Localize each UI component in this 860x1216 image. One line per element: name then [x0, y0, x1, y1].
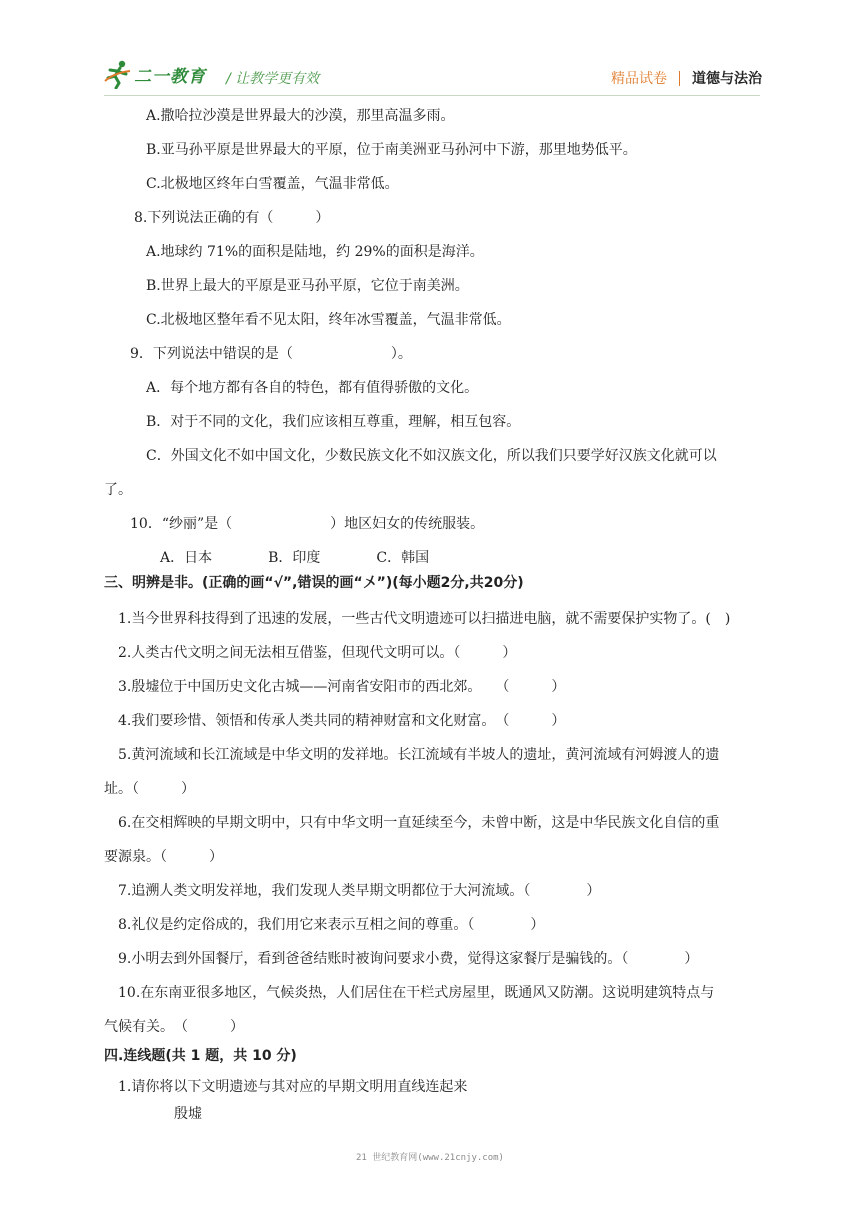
tf-item-10: 10.在东南亚很多地区，气候炎热，人们居住在干栏式房屋里，既通风又防潮。这说明建筑特点与	[118, 985, 715, 1001]
matching-q1: 1.请你将以下文明遗迹与其对应的早期文明用直线连起来	[118, 1079, 468, 1095]
header-category: 精品试卷	[611, 71, 667, 87]
tf-item-6: 6.在交相辉映的早期文明中，只有中华文明一直延续至今，未曾中断，这是中华民族文化自信的重	[118, 815, 720, 831]
page-header	[0, 0, 860, 100]
q7-option-c: C.北极地区终年白雪覆盖，气温非常低。	[146, 176, 399, 192]
q9-stem: 9．下列说法中错误的是（ ）。	[130, 346, 412, 362]
running-figure-icon	[104, 59, 132, 89]
q9-option-b: B．对于不同的文化，我们应该相互尊重，理解，相互包容。	[146, 414, 521, 430]
q9-option-c-cont: 了。	[104, 482, 132, 498]
section-3-title: 三、明辨是非。(正确的画“√”,错误的画“〤”)(每小题2分,共20分)	[104, 575, 524, 591]
brand-name: 二一教育	[134, 66, 206, 87]
q8-option-b: B.世界上最大的平原是亚马孙平原，它位于南美洲。	[146, 278, 469, 294]
tf-item-3: 3.殷墟位于中国历史文化古城——河南省安阳市的西北郊。 （ ）	[118, 679, 566, 695]
q8-stem: 8.下列说法正确的有（ ）	[134, 210, 330, 226]
tf-item-5: 5.黄河流域和长江流域是中华文明的发祥地。长江流域有半坡人的遗址，黄河流域有河姆渡人的遗	[118, 747, 720, 763]
header-meta	[611, 68, 762, 88]
page-footer: 21 世纪教育网(www.21cnjy.com)	[356, 1153, 504, 1163]
tf-item-9: 9.小明去到外国餐厅，看到爸爸结账时被询问要求小费，觉得这家餐厅是骗钱的。（ ）	[118, 951, 699, 967]
header-divider	[679, 71, 680, 86]
tf-item-1: 1.当今世界科技得到了迅速的发展，一些古代文明遗迹可以扫描进电脑，就不需要保护实物了。( )	[118, 611, 731, 627]
q9-option-a: A．每个地方都有各自的特色，都有值得骄傲的文化。	[146, 380, 479, 396]
tf-item-2: 2.人类古代文明之间无法相互借鉴，但现代文明可以。（ ）	[118, 645, 517, 661]
tf-item-6-cont: 要源泉。（ ）	[104, 849, 223, 865]
tf-item-10-cont: 气候有关。 （ ）	[104, 1019, 244, 1035]
matching-site-1: 殷墟	[174, 1106, 202, 1122]
q10-options: A．日本 B．印度 C．韩国	[160, 550, 430, 566]
tf-item-4: 4.我们要珍惜、领悟和传承人类共同的精神财富和文化财富。 （ ）	[118, 713, 566, 729]
header-rule	[104, 95, 760, 96]
q8-option-c: C.北极地区整年看不见太阳，终年冰雪覆盖，气温非常低。	[146, 312, 511, 328]
q10-stem: 10．“纱丽”是（ ）地区妇女的传统服装。	[130, 516, 485, 532]
header-subject: 道德与法治	[692, 71, 762, 87]
tf-item-8: 8.礼仪是约定俗成的，我们用它来表示互相之间的尊重。（ ）	[118, 917, 545, 933]
q9-option-c: C．外国文化不如中国文化，少数民族文化不如汉族文化，所以我们只要学好汉族文化就可以	[146, 448, 717, 464]
q7-option-a: A.撒哈拉沙漠是世界最大的沙漠，那里高温多雨。	[146, 108, 455, 124]
logo	[104, 58, 206, 90]
section-4-title: 四.连线题(共 1 题，共 10 分)	[104, 1048, 297, 1064]
tf-item-7: 7.追溯人类文明发祥地，我们发现人类早期文明都位于大河流域。（ ）	[118, 883, 601, 899]
q8-option-a: A.地球约 71%的面积是陆地，约 29%的面积是海洋。	[146, 244, 484, 260]
tf-item-5-cont: 址。（ ）	[104, 781, 195, 797]
q7-option-b: B.亚马孙平原是世界最大的平原，位于南美洲亚马孙河中下游，那里地势低平。	[146, 142, 637, 158]
slogan: / 让教学更有效	[226, 71, 320, 87]
